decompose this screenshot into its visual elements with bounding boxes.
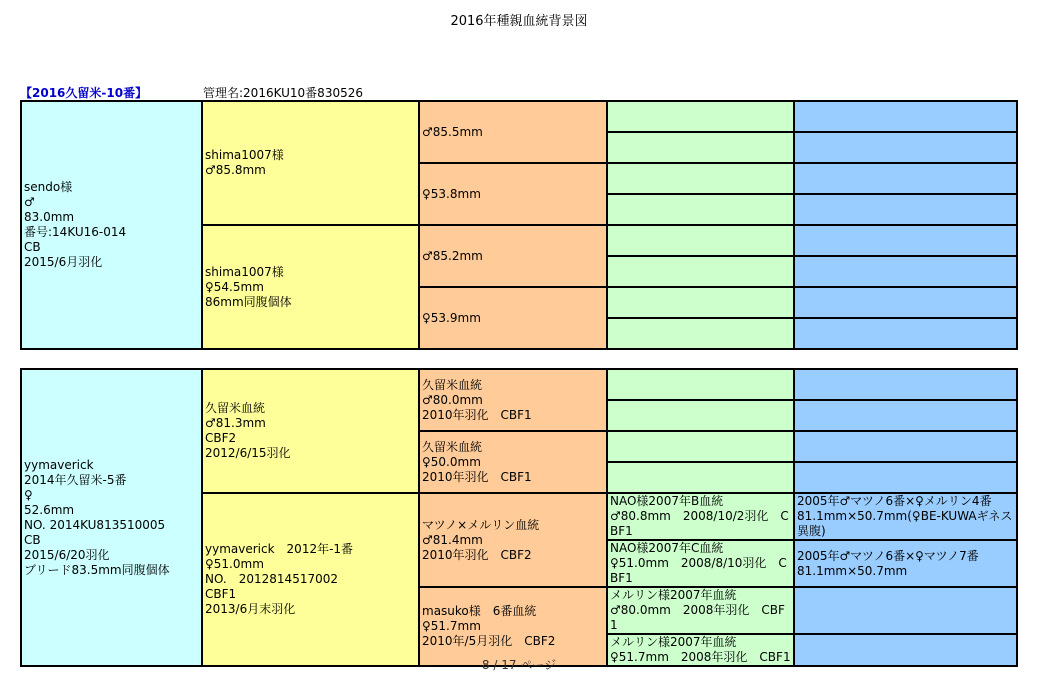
- g4-line: メルリン様2007年血統: [610, 588, 737, 602]
- dam-gp1-cell: [202, 369, 419, 493]
- page-number: 8: [481, 658, 490, 672]
- gp-line: CBF1: [205, 587, 237, 601]
- pedigree-id-label: 【2016久留米-10番】: [20, 86, 148, 100]
- dam-g5-cell-1: [794, 369, 1017, 400]
- g4-line: ♀51.0mm 2008/8/10羽化 CBF1: [610, 556, 787, 585]
- dam-g4-cell-2: [607, 400, 794, 431]
- ggp-line: 2010年羽化 CBF2: [422, 547, 532, 562]
- parent-line: 2014年久留米-5番: [24, 472, 127, 487]
- sire-parent-cell: [21, 101, 202, 349]
- sire-gp2-cell: [202, 225, 419, 349]
- dam-g4-cell-1: [607, 369, 794, 400]
- parent-line: ブリード83.5mm同腹個体: [24, 562, 170, 577]
- sire-g5-cell-8: [794, 318, 1017, 349]
- g5-line: 81.1mm×50.7mm(♀BE-KUWAギネス異腹): [797, 509, 1013, 538]
- parent-line: yymaverick: [24, 457, 94, 472]
- page-total: 17: [501, 658, 517, 672]
- parent-line: CB: [24, 240, 41, 254]
- page-suffix: ページ: [520, 658, 557, 672]
- ggp-line: ♂80.0mm: [422, 392, 483, 407]
- ggp-line: ♀53.8mm: [422, 186, 481, 201]
- gp-line: ♀54.5mm: [205, 279, 264, 294]
- parent-line: CB: [24, 532, 41, 547]
- dam-g4-cell-6: [607, 540, 794, 587]
- g4-line: メルリン様2007年血統: [610, 635, 737, 649]
- gp-line: 2013/6月末羽化: [205, 602, 296, 616]
- gp-line: CBF2: [205, 431, 237, 445]
- dam-pedigree-table: [20, 368, 1018, 667]
- gp-line: shima1007様: [205, 264, 284, 279]
- gp-line: ♂81.3mm: [205, 416, 266, 430]
- dam-g4-cell-7: [607, 587, 794, 634]
- ggp-line: 2010年羽化 CBF1: [422, 407, 532, 422]
- gp-line: NO. 2012814517002: [205, 572, 339, 586]
- page-footer: [0, 656, 1038, 673]
- g5-line: 81.1mm×50.7mm: [797, 563, 908, 578]
- g5-line: 2005年♂マツノ6番×♀メルリン4番: [797, 494, 992, 508]
- dam-g5-cell-2: [794, 400, 1017, 431]
- sire-g5-cell-1: [794, 101, 1017, 132]
- sire-g4-cell-3: [607, 163, 794, 194]
- dam-ggp2-cell: [419, 431, 607, 493]
- dam-g5-cell-7: [794, 587, 1017, 634]
- sire-g4-cell-2: [607, 132, 794, 163]
- parent-line: 52.6mm: [24, 502, 75, 517]
- ggp-line: masuko様 6番血統: [422, 604, 537, 618]
- dam-g5-cell-3: [794, 431, 1017, 462]
- sire-g5-cell-2: [794, 132, 1017, 163]
- sire-g4-cell-8: [607, 318, 794, 349]
- sire-pedigree-table: [20, 100, 1018, 350]
- sire-gp1-cell: [202, 101, 419, 225]
- dam-gp2-cell: [202, 493, 419, 666]
- ggp-line: 久留米血統: [422, 377, 483, 392]
- dam-g5-cell-6: [794, 540, 1017, 587]
- g4-line: ♂80.0mm 2008年羽化 CBF1: [610, 603, 785, 632]
- sire-g5-cell-3: [794, 163, 1017, 194]
- ggp-line: ♂81.4mm: [422, 532, 483, 547]
- gp-line: yymaverick 2012年-1番: [205, 542, 354, 556]
- parent-line: sendo様: [24, 180, 73, 194]
- g4-line: ♀51.7mm 2008年羽化 CBF1: [610, 650, 791, 664]
- ggp-line: ♀50.0mm: [422, 454, 481, 469]
- gp-line: 2012/6/15羽化: [205, 446, 291, 460]
- sire-ggp1-cell: [419, 101, 607, 163]
- ggp-line: ♀51.7mm: [422, 619, 481, 633]
- parent-line: 83.0mm: [24, 210, 75, 224]
- sire-g5-cell-4: [794, 194, 1017, 225]
- parent-line: NO. 2014KU813510005: [24, 517, 166, 532]
- ggp-line: ♂85.5mm: [422, 124, 483, 139]
- sire-g5-cell-5: [794, 225, 1017, 256]
- dam-ggp4-cell: [419, 587, 607, 666]
- parent-line: ♂: [24, 195, 35, 209]
- sire-g5-cell-6: [794, 256, 1017, 287]
- sire-g4-cell-7: [607, 287, 794, 318]
- gp-line: ♂85.8mm: [205, 163, 266, 177]
- parent-line: 番号:14KU16-014: [24, 225, 127, 239]
- gp-line: 86mm同腹個体: [205, 294, 292, 309]
- page-title: 2016年種親血統背景図: [450, 14, 588, 29]
- sire-ggp3-cell: [419, 225, 607, 287]
- parent-line: 2015/6/20羽化: [24, 547, 110, 562]
- ggp-line: マツノ×メルリン血統: [422, 517, 540, 532]
- ggp-line: 2010年/5月羽化 CBF2: [422, 634, 556, 648]
- gp-line: 久留米血統: [205, 401, 266, 415]
- sire-ggp4-cell: [419, 287, 607, 349]
- dam-g5-cell-4: [794, 462, 1017, 493]
- g4-line: NAO様2007年C血統: [610, 541, 724, 555]
- gp-line: shima1007様: [205, 148, 284, 162]
- dam-g4-cell-4: [607, 462, 794, 493]
- parent-line: 2015/6月羽化: [24, 255, 103, 269]
- dam-g5-cell-5: [794, 493, 1017, 540]
- dam-ggp1-cell: [419, 369, 607, 431]
- management-name-label: 管理名:2016KU10番830526: [203, 86, 363, 100]
- g5-line: 2005年♂マツノ6番×♀マツノ7番: [797, 548, 979, 563]
- page-separator: /: [493, 658, 498, 672]
- ggp-line: 久留米血統: [422, 439, 483, 454]
- ggp-line: 2010年羽化 CBF1: [422, 469, 532, 484]
- sire-ggp2-cell: [419, 163, 607, 225]
- ggp-line: ♀53.9mm: [422, 310, 481, 325]
- sire-g5-cell-7: [794, 287, 1017, 318]
- sire-g4-cell-1: [607, 101, 794, 132]
- dam-parent-cell: [21, 369, 202, 666]
- g4-line: NAO様2007年B血統: [610, 494, 724, 508]
- parent-line: ♀: [24, 487, 33, 502]
- dam-g4-cell-3: [607, 431, 794, 462]
- sire-g4-cell-5: [607, 225, 794, 256]
- dam-g4-cell-5: [607, 493, 794, 540]
- sire-g4-cell-6: [607, 256, 794, 287]
- sire-g4-cell-4: [607, 194, 794, 225]
- ggp-line: ♂85.2mm: [422, 248, 483, 263]
- dam-ggp3-cell: [419, 493, 607, 587]
- g4-line: ♂80.8mm 2008/10/2羽化 CBF1: [610, 509, 789, 538]
- gp-line: ♀51.0mm: [205, 557, 264, 571]
